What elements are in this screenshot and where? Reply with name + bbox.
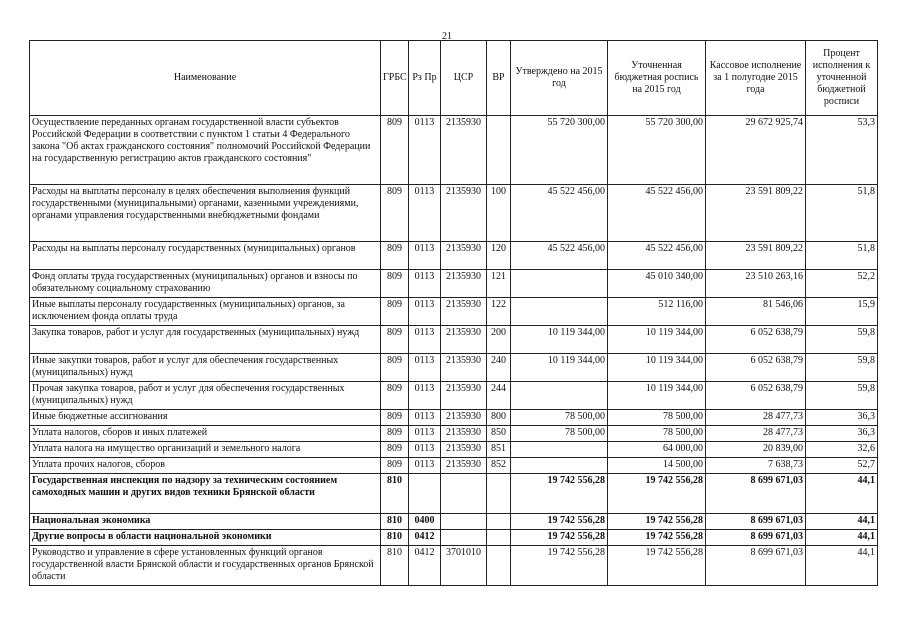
cell-revised: 14 500,00 xyxy=(608,458,706,474)
cell-grbs: 810 xyxy=(381,474,409,514)
header-revised: Уточненная бюджетная роспись на 2015 год xyxy=(608,41,706,116)
cell-vr: 851 xyxy=(487,442,511,458)
cell-rzpr: 0113 xyxy=(409,326,441,354)
header-csr: ЦСР xyxy=(441,41,487,116)
cell-cash: 6 052 638,79 xyxy=(706,354,806,382)
cell-cash: 23 591 809,22 xyxy=(706,242,806,270)
cell-name: Другие вопросы в области национальной экономики xyxy=(30,530,381,546)
cell-vr: 100 xyxy=(487,185,511,242)
cell-cash: 7 638,73 xyxy=(706,458,806,474)
cell-rzpr: 0113 xyxy=(409,354,441,382)
cell-approved: 55 720 300,00 xyxy=(511,116,608,185)
header-approved: Утверждено на 2015 год xyxy=(511,41,608,116)
cell-percent: 44,1 xyxy=(806,514,878,530)
cell-revised: 10 119 344,00 xyxy=(608,354,706,382)
cell-csr: 2135930 xyxy=(441,242,487,270)
cell-cash: 28 477,73 xyxy=(706,410,806,426)
cell-grbs: 809 xyxy=(381,326,409,354)
cell-rzpr: 0113 xyxy=(409,298,441,326)
cell-name: Иные бюджетные ассигнования xyxy=(30,410,381,426)
cell-approved xyxy=(511,458,608,474)
cell-csr: 2135930 xyxy=(441,442,487,458)
cell-name: Национальная экономика xyxy=(30,514,381,530)
cell-csr: 2135930 xyxy=(441,382,487,410)
cell-name: Иные закупки товаров, работ и услуг для обеспечения государственных (муниципальных) нужд xyxy=(30,354,381,382)
cell-percent: 59,8 xyxy=(806,326,878,354)
table-header-row xyxy=(30,41,878,116)
cell-grbs: 809 xyxy=(381,116,409,185)
cell-approved: 19 742 556,28 xyxy=(511,530,608,546)
cell-vr: 120 xyxy=(487,242,511,270)
cell-grbs: 809 xyxy=(381,382,409,410)
cell-revised: 10 119 344,00 xyxy=(608,326,706,354)
cell-csr: 3701010 xyxy=(441,546,487,586)
cell-grbs: 809 xyxy=(381,410,409,426)
cell-revised: 78 500,00 xyxy=(608,410,706,426)
cell-csr: 2135930 xyxy=(441,426,487,442)
table-row xyxy=(30,116,878,185)
cell-vr: 800 xyxy=(487,410,511,426)
cell-rzpr: 0412 xyxy=(409,530,441,546)
cell-cash: 8 699 671,03 xyxy=(706,514,806,530)
cell-percent: 44,1 xyxy=(806,530,878,546)
table-row xyxy=(30,474,878,514)
cell-percent: 32,6 xyxy=(806,442,878,458)
budget-execution-table xyxy=(29,40,878,586)
header-name: Наименование xyxy=(30,41,381,116)
cell-csr: 2135930 xyxy=(441,116,487,185)
cell-cash: 81 546,06 xyxy=(706,298,806,326)
cell-vr: 244 xyxy=(487,382,511,410)
cell-revised: 19 742 556,28 xyxy=(608,514,706,530)
table-row xyxy=(30,354,878,382)
cell-grbs: 809 xyxy=(381,270,409,298)
cell-percent: 44,1 xyxy=(806,474,878,514)
cell-rzpr: 0113 xyxy=(409,410,441,426)
cell-approved xyxy=(511,382,608,410)
cell-approved: 10 119 344,00 xyxy=(511,326,608,354)
cell-csr: 2135930 xyxy=(441,270,487,298)
cell-percent: 36,3 xyxy=(806,426,878,442)
cell-revised: 64 000,00 xyxy=(608,442,706,458)
cell-rzpr: 0400 xyxy=(409,514,441,530)
cell-csr: 2135930 xyxy=(441,410,487,426)
cell-approved xyxy=(511,298,608,326)
table-row xyxy=(30,546,878,586)
cell-percent: 52,7 xyxy=(806,458,878,474)
table-row xyxy=(30,442,878,458)
header-percent: Процент исполнения к уточненной бюджетной росписи xyxy=(806,41,878,116)
cell-vr: 121 xyxy=(487,270,511,298)
cell-name: Фонд оплаты труда государственных (муниципальных) органов и взносы по обязательному социальному страхованию xyxy=(30,270,381,298)
cell-grbs: 809 xyxy=(381,298,409,326)
cell-revised: 78 500,00 xyxy=(608,426,706,442)
table-row xyxy=(30,242,878,270)
cell-rzpr: 0113 xyxy=(409,116,441,185)
cell-cash: 8 699 671,03 xyxy=(706,546,806,586)
cell-percent: 51,8 xyxy=(806,242,878,270)
cell-vr xyxy=(487,116,511,185)
cell-cash: 6 052 638,79 xyxy=(706,382,806,410)
cell-cash: 6 052 638,79 xyxy=(706,326,806,354)
cell-name: Уплата налогов, сборов и иных платежей xyxy=(30,426,381,442)
cell-percent: 53,3 xyxy=(806,116,878,185)
cell-rzpr: 0412 xyxy=(409,546,441,586)
cell-approved: 78 500,00 xyxy=(511,410,608,426)
cell-vr: 200 xyxy=(487,326,511,354)
cell-vr: 122 xyxy=(487,298,511,326)
cell-grbs: 810 xyxy=(381,514,409,530)
cell-revised: 45 010 340,00 xyxy=(608,270,706,298)
cell-cash: 8 699 671,03 xyxy=(706,530,806,546)
cell-vr: 240 xyxy=(487,354,511,382)
cell-csr: 2135930 xyxy=(441,354,487,382)
cell-vr xyxy=(487,546,511,586)
cell-cash: 29 672 925,74 xyxy=(706,116,806,185)
table-row xyxy=(30,530,878,546)
cell-cash: 20 839,00 xyxy=(706,442,806,458)
cell-cash: 28 477,73 xyxy=(706,426,806,442)
cell-percent: 59,8 xyxy=(806,382,878,410)
cell-name: Прочая закупка товаров, работ и услуг для обеспечения государственных (муниципальных) нужд xyxy=(30,382,381,410)
cell-csr xyxy=(441,514,487,530)
cell-grbs: 809 xyxy=(381,458,409,474)
table-row xyxy=(30,270,878,298)
cell-rzpr: 0113 xyxy=(409,270,441,298)
cell-rzpr: 0113 xyxy=(409,442,441,458)
cell-vr: 852 xyxy=(487,458,511,474)
cell-csr: 2135930 xyxy=(441,185,487,242)
cell-approved: 19 742 556,28 xyxy=(511,546,608,586)
cell-name: Расходы на выплаты персоналу в целях обеспечения выполнения функций государственными (муниципальными) органами, казенными учреждениями, органами управления государственными внебюджетными фондами xyxy=(30,185,381,242)
table-row xyxy=(30,185,878,242)
cell-vr xyxy=(487,514,511,530)
cell-revised: 10 119 344,00 xyxy=(608,382,706,410)
header-vr: ВР xyxy=(487,41,511,116)
cell-rzpr: 0113 xyxy=(409,242,441,270)
cell-revised: 45 522 456,00 xyxy=(608,242,706,270)
cell-revised: 19 742 556,28 xyxy=(608,474,706,514)
table-row xyxy=(30,326,878,354)
cell-percent: 52,2 xyxy=(806,270,878,298)
cell-rzpr: 0113 xyxy=(409,458,441,474)
cell-approved: 45 522 456,00 xyxy=(511,185,608,242)
cell-csr: 2135930 xyxy=(441,458,487,474)
cell-grbs: 809 xyxy=(381,442,409,458)
cell-csr xyxy=(441,474,487,514)
cell-rzpr xyxy=(409,474,441,514)
table-row xyxy=(30,382,878,410)
cell-csr: 2135930 xyxy=(441,326,487,354)
header-cash: Кассовое исполнение за 1 полугодие 2015 года xyxy=(706,41,806,116)
cell-grbs: 809 xyxy=(381,354,409,382)
cell-approved: 10 119 344,00 xyxy=(511,354,608,382)
cell-vr: 850 xyxy=(487,426,511,442)
cell-revised: 512 116,00 xyxy=(608,298,706,326)
cell-name: Уплата налога на имущество организаций и земельного налога xyxy=(30,442,381,458)
table-row xyxy=(30,458,878,474)
cell-cash: 23 510 263,16 xyxy=(706,270,806,298)
cell-approved: 45 522 456,00 xyxy=(511,242,608,270)
cell-cash: 23 591 809,22 xyxy=(706,185,806,242)
cell-name: Осуществление переданных органам государственной власти субъектов Российской Федерации в соответствии с пунктом 1 статьи 4 Федерального закона "Об актах гражданского состояния" полномочий Российской Федерации на государственную регистрацию актов гражданского состояния" xyxy=(30,116,381,185)
cell-revised: 55 720 300,00 xyxy=(608,116,706,185)
table-row xyxy=(30,514,878,530)
cell-percent: 44,1 xyxy=(806,546,878,586)
cell-csr: 2135930 xyxy=(441,298,487,326)
cell-grbs: 809 xyxy=(381,185,409,242)
header-rzpr: Рз Пр xyxy=(409,41,441,116)
cell-percent: 36,3 xyxy=(806,410,878,426)
table-row xyxy=(30,298,878,326)
cell-grbs: 810 xyxy=(381,546,409,586)
cell-approved xyxy=(511,270,608,298)
cell-grbs: 810 xyxy=(381,530,409,546)
cell-vr xyxy=(487,530,511,546)
cell-revised: 19 742 556,28 xyxy=(608,530,706,546)
page-number: 21 xyxy=(442,31,452,42)
cell-name: Руководство и управление в сфере установленных функций органов государственной власти Брянской области и государственных органов Брянской области xyxy=(30,546,381,586)
cell-percent: 15,9 xyxy=(806,298,878,326)
cell-grbs: 809 xyxy=(381,426,409,442)
cell-rzpr: 0113 xyxy=(409,426,441,442)
cell-rzpr: 0113 xyxy=(409,185,441,242)
cell-name: Иные выплаты персоналу государственных (муниципальных) органов, за исключением фонда оплаты труда xyxy=(30,298,381,326)
cell-approved: 19 742 556,28 xyxy=(511,514,608,530)
cell-name: Государственная инспекция по надзору за техническим состоянием самоходных машин и других видов техники Брянской области xyxy=(30,474,381,514)
cell-name: Закупка товаров, работ и услуг для государственных (муниципальных) нужд xyxy=(30,326,381,354)
cell-percent: 51,8 xyxy=(806,185,878,242)
cell-name: Уплата прочих налогов, сборов xyxy=(30,458,381,474)
table-row xyxy=(30,410,878,426)
cell-csr xyxy=(441,530,487,546)
cell-approved: 19 742 556,28 xyxy=(511,474,608,514)
cell-approved xyxy=(511,442,608,458)
cell-name: Расходы на выплаты персоналу государственных (муниципальных) органов xyxy=(30,242,381,270)
cell-revised: 45 522 456,00 xyxy=(608,185,706,242)
cell-cash: 8 699 671,03 xyxy=(706,474,806,514)
cell-vr xyxy=(487,474,511,514)
table-row xyxy=(30,426,878,442)
cell-revised: 19 742 556,28 xyxy=(608,546,706,586)
header-grbs: ГРБС xyxy=(381,41,409,116)
cell-grbs: 809 xyxy=(381,242,409,270)
cell-percent: 59,8 xyxy=(806,354,878,382)
cell-approved: 78 500,00 xyxy=(511,426,608,442)
cell-rzpr: 0113 xyxy=(409,382,441,410)
